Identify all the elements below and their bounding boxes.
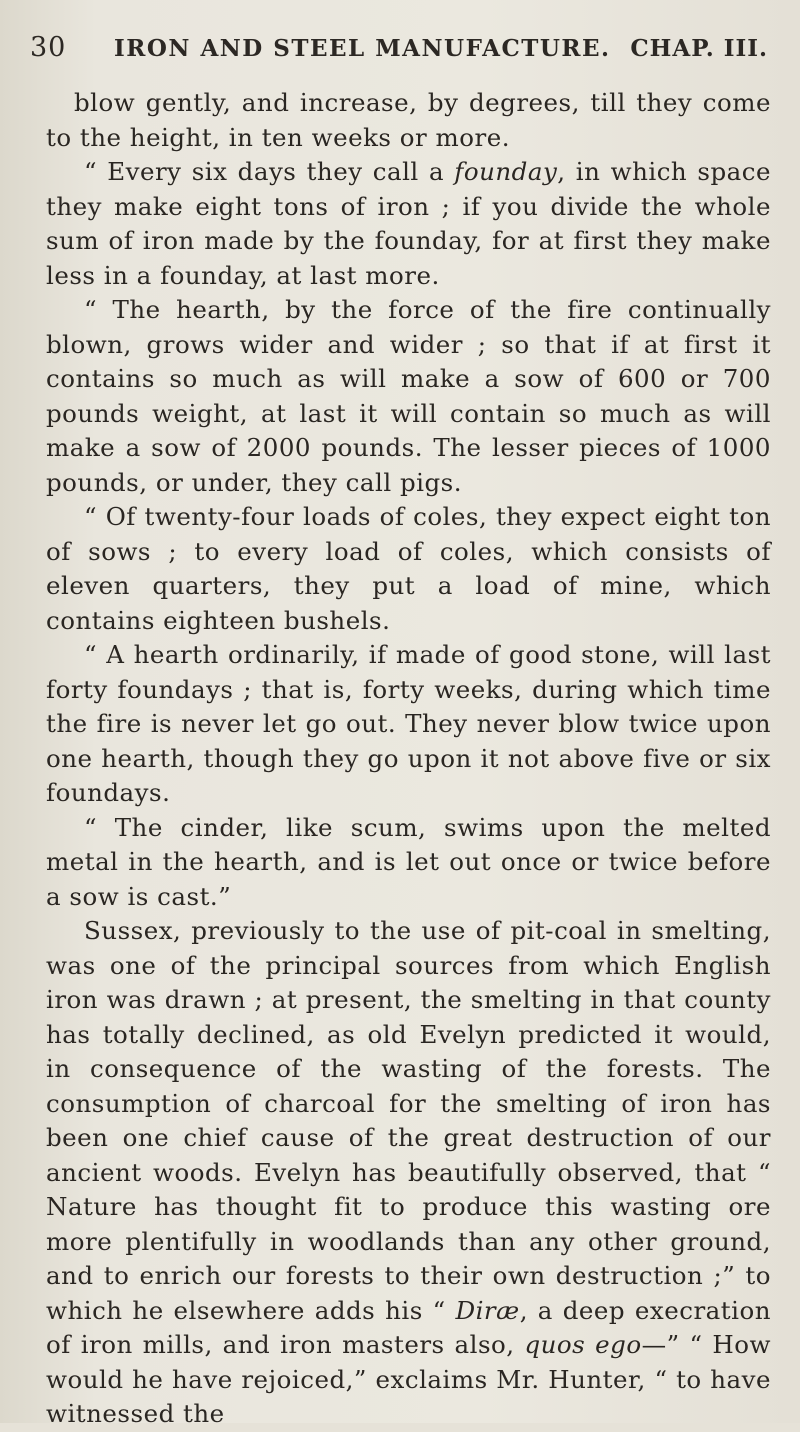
page-number: 30: [30, 32, 67, 63]
body-text: [46, 86, 771, 1432]
paragraph-cinder: “ The cinder, like scum, swims upon the melted metal in the hearth, and is let out once or twice before a sow is cast.”: [46, 812, 771, 911]
paragraph-founday: [46, 155, 771, 293]
chapter-label: CHAP. III.: [630, 35, 768, 62]
running-header: [30, 32, 790, 72]
paragraph-hearth: “ The hearth, by the force of the fire continually blown, grows wider and wider ; so that if at first it contains so much as will make a sow of 600 or 700 pounds weight, at last it will contain so much as will make a sow of 2000 pounds. The lesser pieces of 1000 pounds, or under, they call pigs.: [46, 295, 771, 497]
running-title: IRON AND STEEL MANUFACTURE.: [114, 35, 611, 62]
italic-term: quos ego: [524, 1330, 642, 1359]
paragraph-text: Sussex, previously to the use of pit-coal in smelting, was one of the principal sources from which English iron was drawn ; at present, the smelting in that county has totally declined, as old Evelyn predicted it would, in consequence of the wasting of the forests. The consumption of charcoal for the smelting of iron has been one chief cause of the great destruction of our ancient woods. Evelyn has beautifully observed, that “ Nature has thought fit to produce this wasting ore more plentifully in woodlands than any other ground, and to enrich our forests to their own destruction ;” to which he elsewhere adds his “: [46, 916, 771, 1325]
paragraph-text: , a deep execration of iron mills, and iron masters also,: [46, 1295, 771, 1359]
italic-term: founday: [454, 157, 558, 186]
paragraph-hearth-stone: “ A hearth ordinarily, if made of good stone, will last forty foundays ; that is, forty weeks, during which time the fire is never let go out. They never blow twice upon one hearth, though they go upon it not above five or six foundays.: [46, 640, 771, 807]
paragraph-sussex: [46, 914, 771, 1432]
paragraph-text: “ Every six days they call a: [84, 157, 455, 186]
paragraph-continued: blow gently, and increase, by degrees, till they come to the height, in ten weeks or more.: [46, 88, 771, 152]
paragraph-text: , in which space they make eight tons of iron ; if you divide the whole sum of iron made by the founday, for at first they make less in a founday, at last more.: [46, 157, 771, 290]
paragraph-coles: “ Of twenty-four loads of coles, they expect eight ton of sows ; to every load of coles, which consists of eleven quarters, they put a load of mine, which contains eighteen bushels.: [46, 502, 771, 635]
paragraph-text: —” “ How would he have rejoiced,” exclaims Mr. Hunter, “ to have witnessed the: [46, 1330, 771, 1428]
italic-term: Diræ: [455, 1295, 520, 1325]
